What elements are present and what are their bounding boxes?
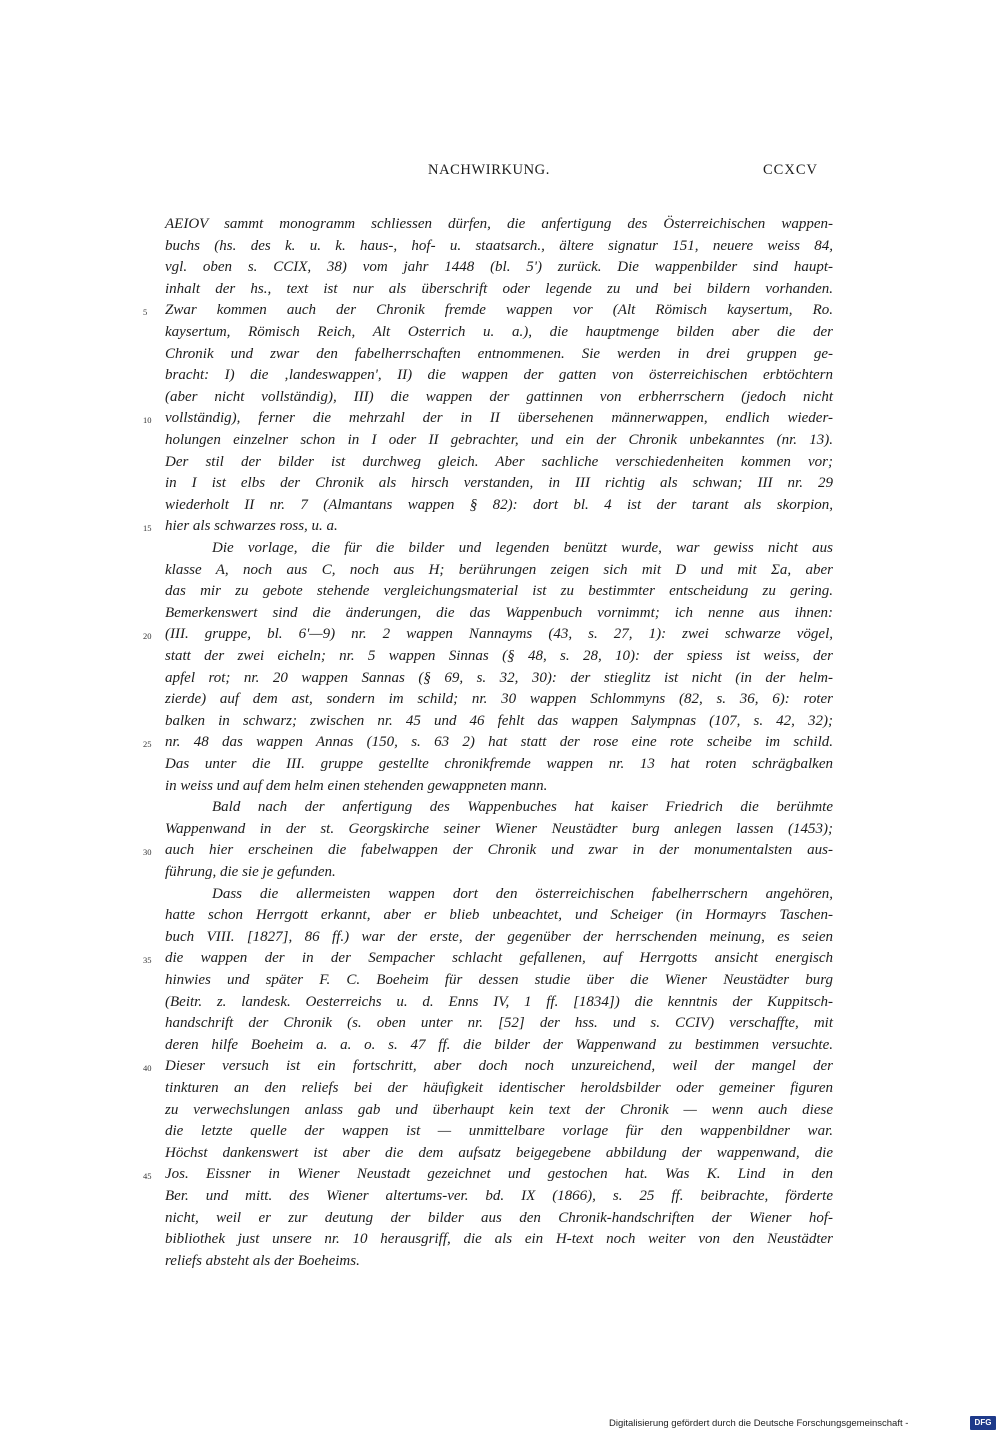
text-line: zierde) auf dem ast, sondern im schild; nr. 30 wappen Schlommyns (82, s. 36, 6): roter — [165, 691, 833, 708]
text-line: balken in schwarz; zwischen nr. 45 und 46 fehlt das wappen Salympnas (107, s. 42, 32); — [165, 712, 833, 729]
text-line: wiederholt II nr. 7 (Almantans wappen § 82): dort bl. 4 ist der tarant als skorpion, — [165, 496, 833, 513]
text-line: das mir zu gebote stehende vergleichungsmaterial ist zu bestimmter entscheidung zu gering. — [165, 583, 833, 600]
line-number: 15 — [143, 523, 152, 534]
page-title: NACHWIRKUNG. — [428, 162, 550, 178]
line-number: 35 — [143, 955, 152, 966]
line-number: 5 — [143, 307, 148, 318]
text-line: Der stil der bilder ist durchweg gleich. Aber sachliche verschiedenheiten kommen vor; — [165, 453, 833, 470]
text-line: handschrift der Chronik (s. oben unter nr. [52] der hss. und s. CCIV) verschaffte, mit — [165, 1015, 833, 1032]
text-line: (III. gruppe, bl. 6'—9) nr. 2 wappen Nannayms (43, s. 27, 1): zwei schwarze vögel, — [165, 626, 833, 643]
line-number: 25 — [143, 739, 152, 750]
line-number: 30 — [143, 847, 152, 858]
text-line: bibliothek just unsere nr. 10 herausgriff, die als ein H-text noch weiter von den Neustädter — [165, 1231, 833, 1248]
text-line: reliefs absteht als der Boeheims. — [165, 1252, 360, 1269]
dfg-logo: DFG — [970, 1416, 996, 1430]
text-line: Jos. Eissner in Wiener Neustadt gezeichnet und gestochen hat. Was K. Lind in den — [165, 1166, 833, 1183]
text-line: vgl. oben s. CCIX, 38) vom jahr 1448 (bl. 5') zurück. Die wappenbilder sind haupt- — [165, 259, 833, 276]
line-number: 10 — [143, 415, 152, 426]
text-line: auch hier erscheinen die fabelwappen der Chronik und zwar in der monumentalsten aus- — [165, 842, 833, 859]
text-line: Höchst dankenswert ist aber die dem aufsatz beigegebene abbildung der wappenwand, die — [165, 1144, 833, 1161]
text-line: statt der zwei eicheln; nr. 5 wappen Sinnas (§ 48, s. 28, 10): der spiess ist weiss, der — [165, 648, 833, 664]
text-line: Zwar kommen auch der Chronik fremde wappen vor (Alt Römisch kaysertum, Ro. — [165, 302, 833, 319]
text-line: buchs (hs. des k. u. k. haus-, hof- u. staatsarch., ältere signatur 151, neuere weiss 84, — [165, 237, 833, 254]
text-line: Ber. und mitt. des Wiener altertums-ver. bd. IX (1866), s. 25 ff. beibrachte, förderte — [165, 1188, 833, 1204]
page-number: CCXCV — [763, 162, 818, 178]
text-line: Dieser versuch ist ein fortschritt, aber doch noch unzureichend, weil der mangel der — [165, 1058, 833, 1075]
text-line: in I ist elbs der Chronik als hirsch verstanden, in III richtig als schwan; III nr. 29 — [165, 475, 833, 492]
text-line: hinwies und später F. C. Boeheim für dessen studie über die Wiener Neustädter burg — [165, 972, 833, 988]
text-line: Die vorlage, die für die bilder und legenden benützt wurde, war gewiss nicht aus — [212, 540, 833, 556]
text-line: Wappenwand in der st. Georgskirche seiner Wiener Neustädter burg anlegen lassen (1453); — [165, 820, 833, 837]
text-line: tinkturen an den reliefs bei der häufigkeit identischer heroldsbilder oder gemeiner figuren — [165, 1080, 833, 1096]
line-number: 20 — [143, 631, 152, 642]
funding-notice: Digitalisierung gefördert durch die Deutsche Forschungsgemeinschaft - — [609, 1418, 909, 1429]
text-line: buch VIII. [1827], 86 ff.) war der erste, der gegenüber der herrschenden meinung, es seien — [165, 928, 833, 945]
text-line: apfel rot; nr. 20 wappen Sannas (§ 69, s. 32, 30): der stieglitz ist nicht (in der helm- — [165, 669, 833, 686]
line-number: 45 — [143, 1171, 152, 1182]
text-line: in weiss und auf dem helm einen stehenden gewappneten mann. — [165, 777, 548, 794]
text-line: bracht: I) die ‚landeswappen', II) die wappen der gatten von österreichischen erbtöchtern — [165, 367, 833, 384]
text-line: AEIOV sammt monogramm schliessen dürfen, die anfertigung des Österreichischen wappen- — [165, 216, 833, 232]
text-line: inhalt der hs., text ist nur als überschrift oder legende zu und bei bildern vorhanden. — [165, 280, 833, 297]
text-line: zu verwechslungen anlass gab und überhaupt kein text der Chronik — wenn auch diese — [165, 1101, 833, 1118]
line-number: 40 — [143, 1063, 152, 1074]
text-line: hier als schwarzes ross, u. a. — [165, 518, 338, 535]
text-line: Bemerkenswert sind die änderungen, die das Wappenbuch vornimmt; ich nenne aus ihnen: — [165, 604, 833, 621]
text-line: die wappen der in der Sempacher schlacht gefallenen, auf Herrgotts ansicht energisch — [165, 950, 833, 967]
text-line: Chronik und zwar den fabelherrschaften entnommenen. Sie werden in drei gruppen ge- — [165, 345, 833, 362]
text-line: Das unter die III. gruppe gestellte chronikfremde wappen nr. 13 hat roten schrägbalken — [165, 756, 833, 772]
text-line: die letzte quelle der wappen ist — unmittelbare vorlage für den wappenbildner war. — [165, 1123, 833, 1140]
text-line: führung, die sie je gefunden. — [165, 864, 336, 880]
text-line: Bald nach der anfertigung des Wappenbuches hat kaiser Friedrich die berühmte — [212, 799, 833, 816]
text-line: nicht, weil er zur deutung der bilder aus den Chronik-handschriften der Wiener hof- — [165, 1209, 833, 1226]
running-head — [0, 162, 1000, 182]
text-line: holungen einzelner schon in I oder II gebrachter, und ein der Chronik unbekanntes (nr. 13). — [165, 432, 833, 448]
text-line: (Beitr. z. landesk. Oesterreichs u. d. Enns IV, 1 ff. [1834]) die kenntnis der Kuppitsch- — [165, 993, 833, 1010]
text-line: klasse A, noch aus C, noch aus H; berührungen zeigen sich mit D und mit Σa, aber — [165, 561, 833, 578]
text-line: hatte schon Herrgott erkannt, aber er blieb unbeachtet, und Scheiger (in Hormayrs Taschen- — [165, 907, 833, 924]
text-line: (aber nicht vollständig), III) die wappen der gattinnen von erbherrschern (jedoch nicht — [165, 388, 833, 405]
text-line: vollständig), ferner die mehrzahl der in II übersehenen männerwappen, endlich wieder- — [165, 410, 833, 427]
text-line: kaysertum, Römisch Reich, Alt Osterrich u. a.), die hauptmenge bilden aber die der — [165, 324, 833, 340]
text-line: deren hilfe Boeheim a. a. o. s. 47 ff. die bilder der Wappenwand zu bestimmen versuchte. — [165, 1036, 833, 1053]
text-line: nr. 48 das wappen Annas (150, s. 63 2) hat statt der rose eine rote scheibe im schild. — [165, 734, 833, 751]
text-line: Dass die allermeisten wappen dort den österreichischen fabelherrschern angehören, — [212, 885, 833, 902]
